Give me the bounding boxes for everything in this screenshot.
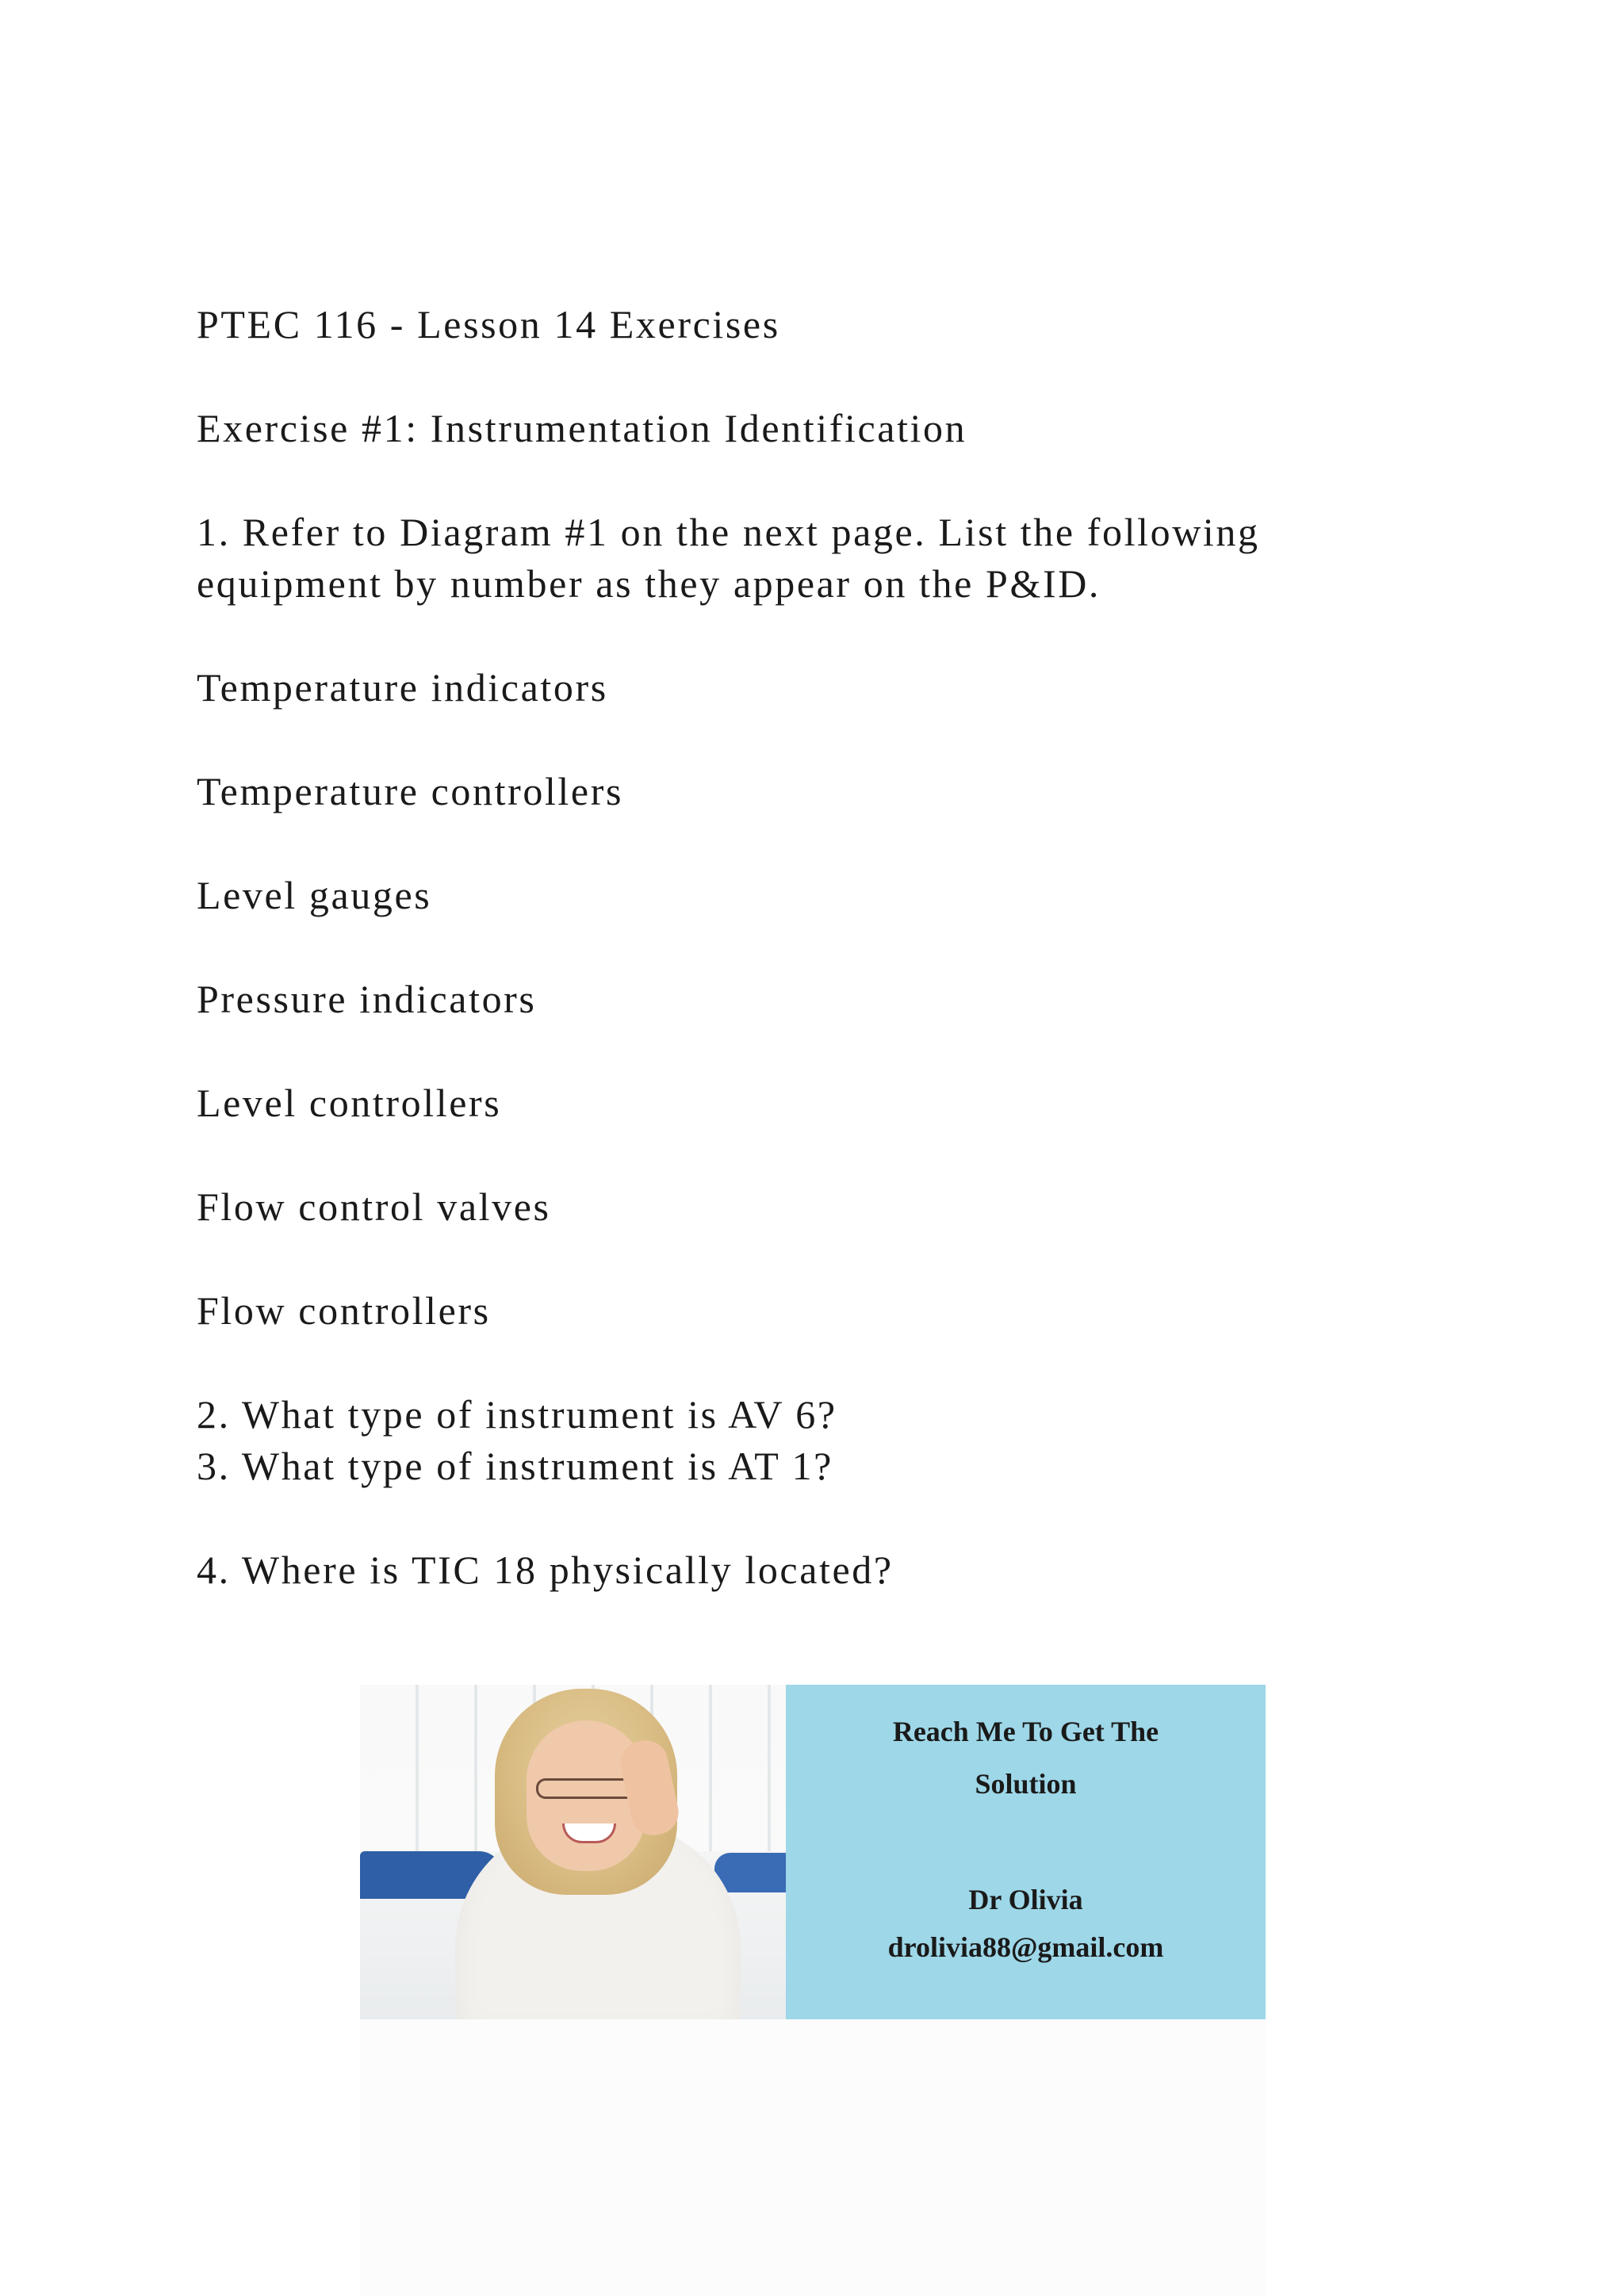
banner-email[interactable]: drolivia88@gmail.com (887, 1931, 1164, 1963)
banner-line-2: Solution (975, 1768, 1077, 1800)
question-1-line-2: equipment by number as they appear on the P&ID. (197, 561, 1101, 606)
document-title: PTEC 116 - Lesson 14 Exercises (197, 302, 780, 346)
list-item: Level controllers (197, 1081, 502, 1125)
exercise-heading: Exercise #1: Instrumentation Identification (197, 406, 967, 450)
banner-text-panel (786, 1685, 1266, 2019)
question-3: 3. What type of instrument is AT 1? (197, 1444, 833, 1488)
blank-image-area (360, 2019, 1266, 2296)
list-item: Temperature controllers (197, 769, 624, 813)
list-item: Flow control valves (197, 1184, 551, 1229)
list-item: Level gauges (197, 873, 432, 917)
banner-name: Dr Olivia (968, 1884, 1083, 1915)
contact-banner[interactable] (360, 1685, 1266, 2019)
list-item: Flow controllers (197, 1288, 491, 1333)
list-item: Pressure indicators (197, 977, 537, 1021)
question-4: 4. Where is TIC 18 physically located? (197, 1548, 894, 1592)
list-item: Temperature indicators (197, 665, 608, 710)
banner-line-1: Reach Me To Get The (892, 1716, 1159, 1747)
question-2: 2. What type of instrument is AV 6? (197, 1392, 837, 1437)
woman-photo (360, 1685, 786, 2019)
question-1-line-1: 1. Refer to Diagram #1 on the next page. List the following (197, 510, 1260, 554)
